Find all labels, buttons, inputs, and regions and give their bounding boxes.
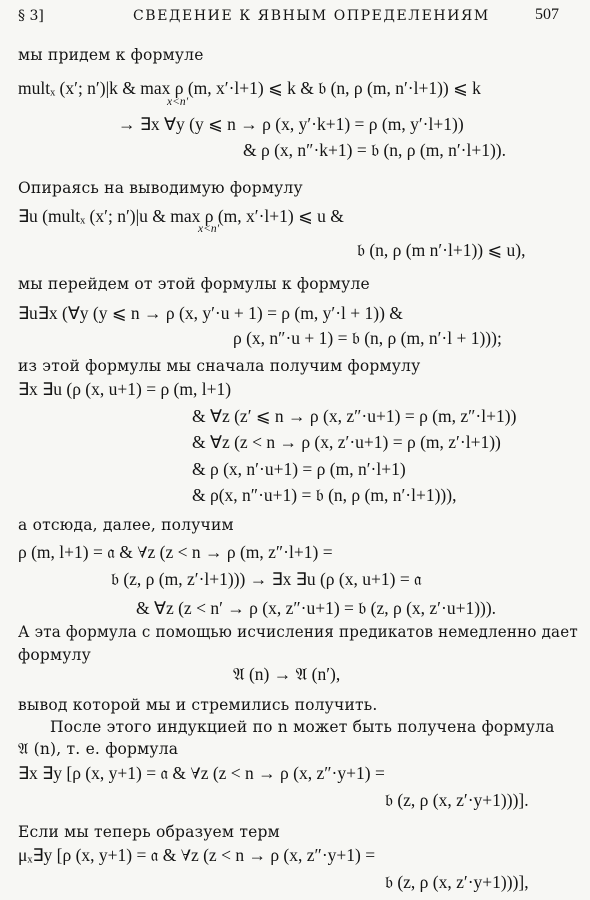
formula-line: & ρ (x, n″·k+1) = 𝔟 (n, ρ (m, n′·l+1)).: [243, 140, 506, 160]
text-line: из этой формулы мы сначала получим формулу: [18, 357, 421, 375]
text-line: После этого индукцией по n может быть получена формула: [50, 718, 555, 736]
formula-line: & ∀z (z′ ⩽ n → ρ (x, z″·u+1) = ρ (m, z″·l+1)): [192, 406, 517, 426]
formula-line: multₓ (x′; n′)|k & max ρ (m, x′·l+1) ⩽ k & 𝔟 (n, ρ (m, n′·l+1)) ⩽ k: [18, 78, 481, 98]
formula-line: μₓ∃y [ρ (x, y+1) = 𝔞 & ∀z (z < n → ρ (x, z″·y+1) =: [18, 845, 376, 865]
text-line: формулу: [18, 646, 91, 664]
formula-line: 𝔄 (n) → 𝔄 (n′),: [233, 664, 341, 684]
text-line: Если мы теперь образуем терм: [18, 823, 280, 841]
formula-line: & ρ (x, n′·u+1) = ρ (m, n′·l+1): [192, 459, 406, 479]
formula-line: → ∃x ∀y (y ⩽ n → ρ (x, y′·k+1) = ρ (m, y′·l+1)): [118, 114, 464, 134]
formula-line: 𝔟 (z, ρ (m, z′·l+1))) → ∃x ∃u (ρ (x, u+1) = 𝔞: [111, 569, 422, 589]
formula-line: 𝔟 (z, ρ (x, z′·y+1)))],: [385, 872, 529, 892]
text-line: вывод которой мы и стремились получить.: [18, 696, 378, 714]
text-line: Опираясь на выводимую формулу: [18, 179, 303, 197]
text-line: а отсюда, далее, получим: [18, 516, 234, 534]
formula-line: ρ (x, n″·u + 1) = 𝔟 (n, ρ (m, n′·l + 1)));: [233, 328, 502, 348]
formula-line: 𝔟 (z, ρ (x, z′·y+1)))].: [385, 790, 529, 810]
formula-line: 𝔟 (n, ρ (m n′·l+1)) ⩽ u),: [357, 240, 526, 260]
formula-line: ∃u∃x (∀y (y ⩽ n → ρ (x, y′·u + 1) = ρ (m, y′·l + 1)) &: [18, 303, 403, 323]
text-line: мы придем к формуле: [18, 46, 204, 64]
text-line: А эта формула с помощью исчисления предикатов немедленно дает: [18, 623, 578, 641]
subscript: x<n′: [198, 223, 220, 235]
formula-line: ∃u (multₓ (x′; n′)|u & max ρ (m, x′·l+1) ⩽ u &: [18, 206, 344, 226]
text-line: мы перейдем от этой формулы к формуле: [18, 275, 370, 293]
formula-line: ρ (m, l+1) = 𝔞 & ∀z (z < n → ρ (m, z″·l+1) =: [18, 542, 333, 562]
formula-line: ∃x ∃u (ρ (x, u+1) = ρ (m, l+1): [18, 379, 232, 399]
formula-line: & ∀z (z < n → ρ (x, z′·u+1) = ρ (m, z′·l+1)): [192, 432, 501, 452]
text-line: 𝔄 (n), т. е. формула: [18, 740, 179, 758]
page-number: 507: [535, 6, 559, 23]
formula-line: ∃x ∃y [ρ (x, y+1) = 𝔞 & ∀z (z < n → ρ (x, z″·y+1) =: [18, 763, 385, 783]
formula-line: & ∀z (z < n′ → ρ (x, z″·u+1) = 𝔟 (z, ρ (x, z′·u+1))).: [136, 598, 497, 618]
formula-line: & ρ(x, n″·u+1) = 𝔟 (n, ρ (m, n′·l+1))),: [192, 485, 457, 505]
subscript: x<n′: [167, 96, 189, 108]
section-marker: § 3]: [18, 8, 44, 24]
running-title: СВЕДЕНИЕ К ЯВНЫМ ОПРЕДЕЛЕНИЯМ: [133, 8, 490, 24]
